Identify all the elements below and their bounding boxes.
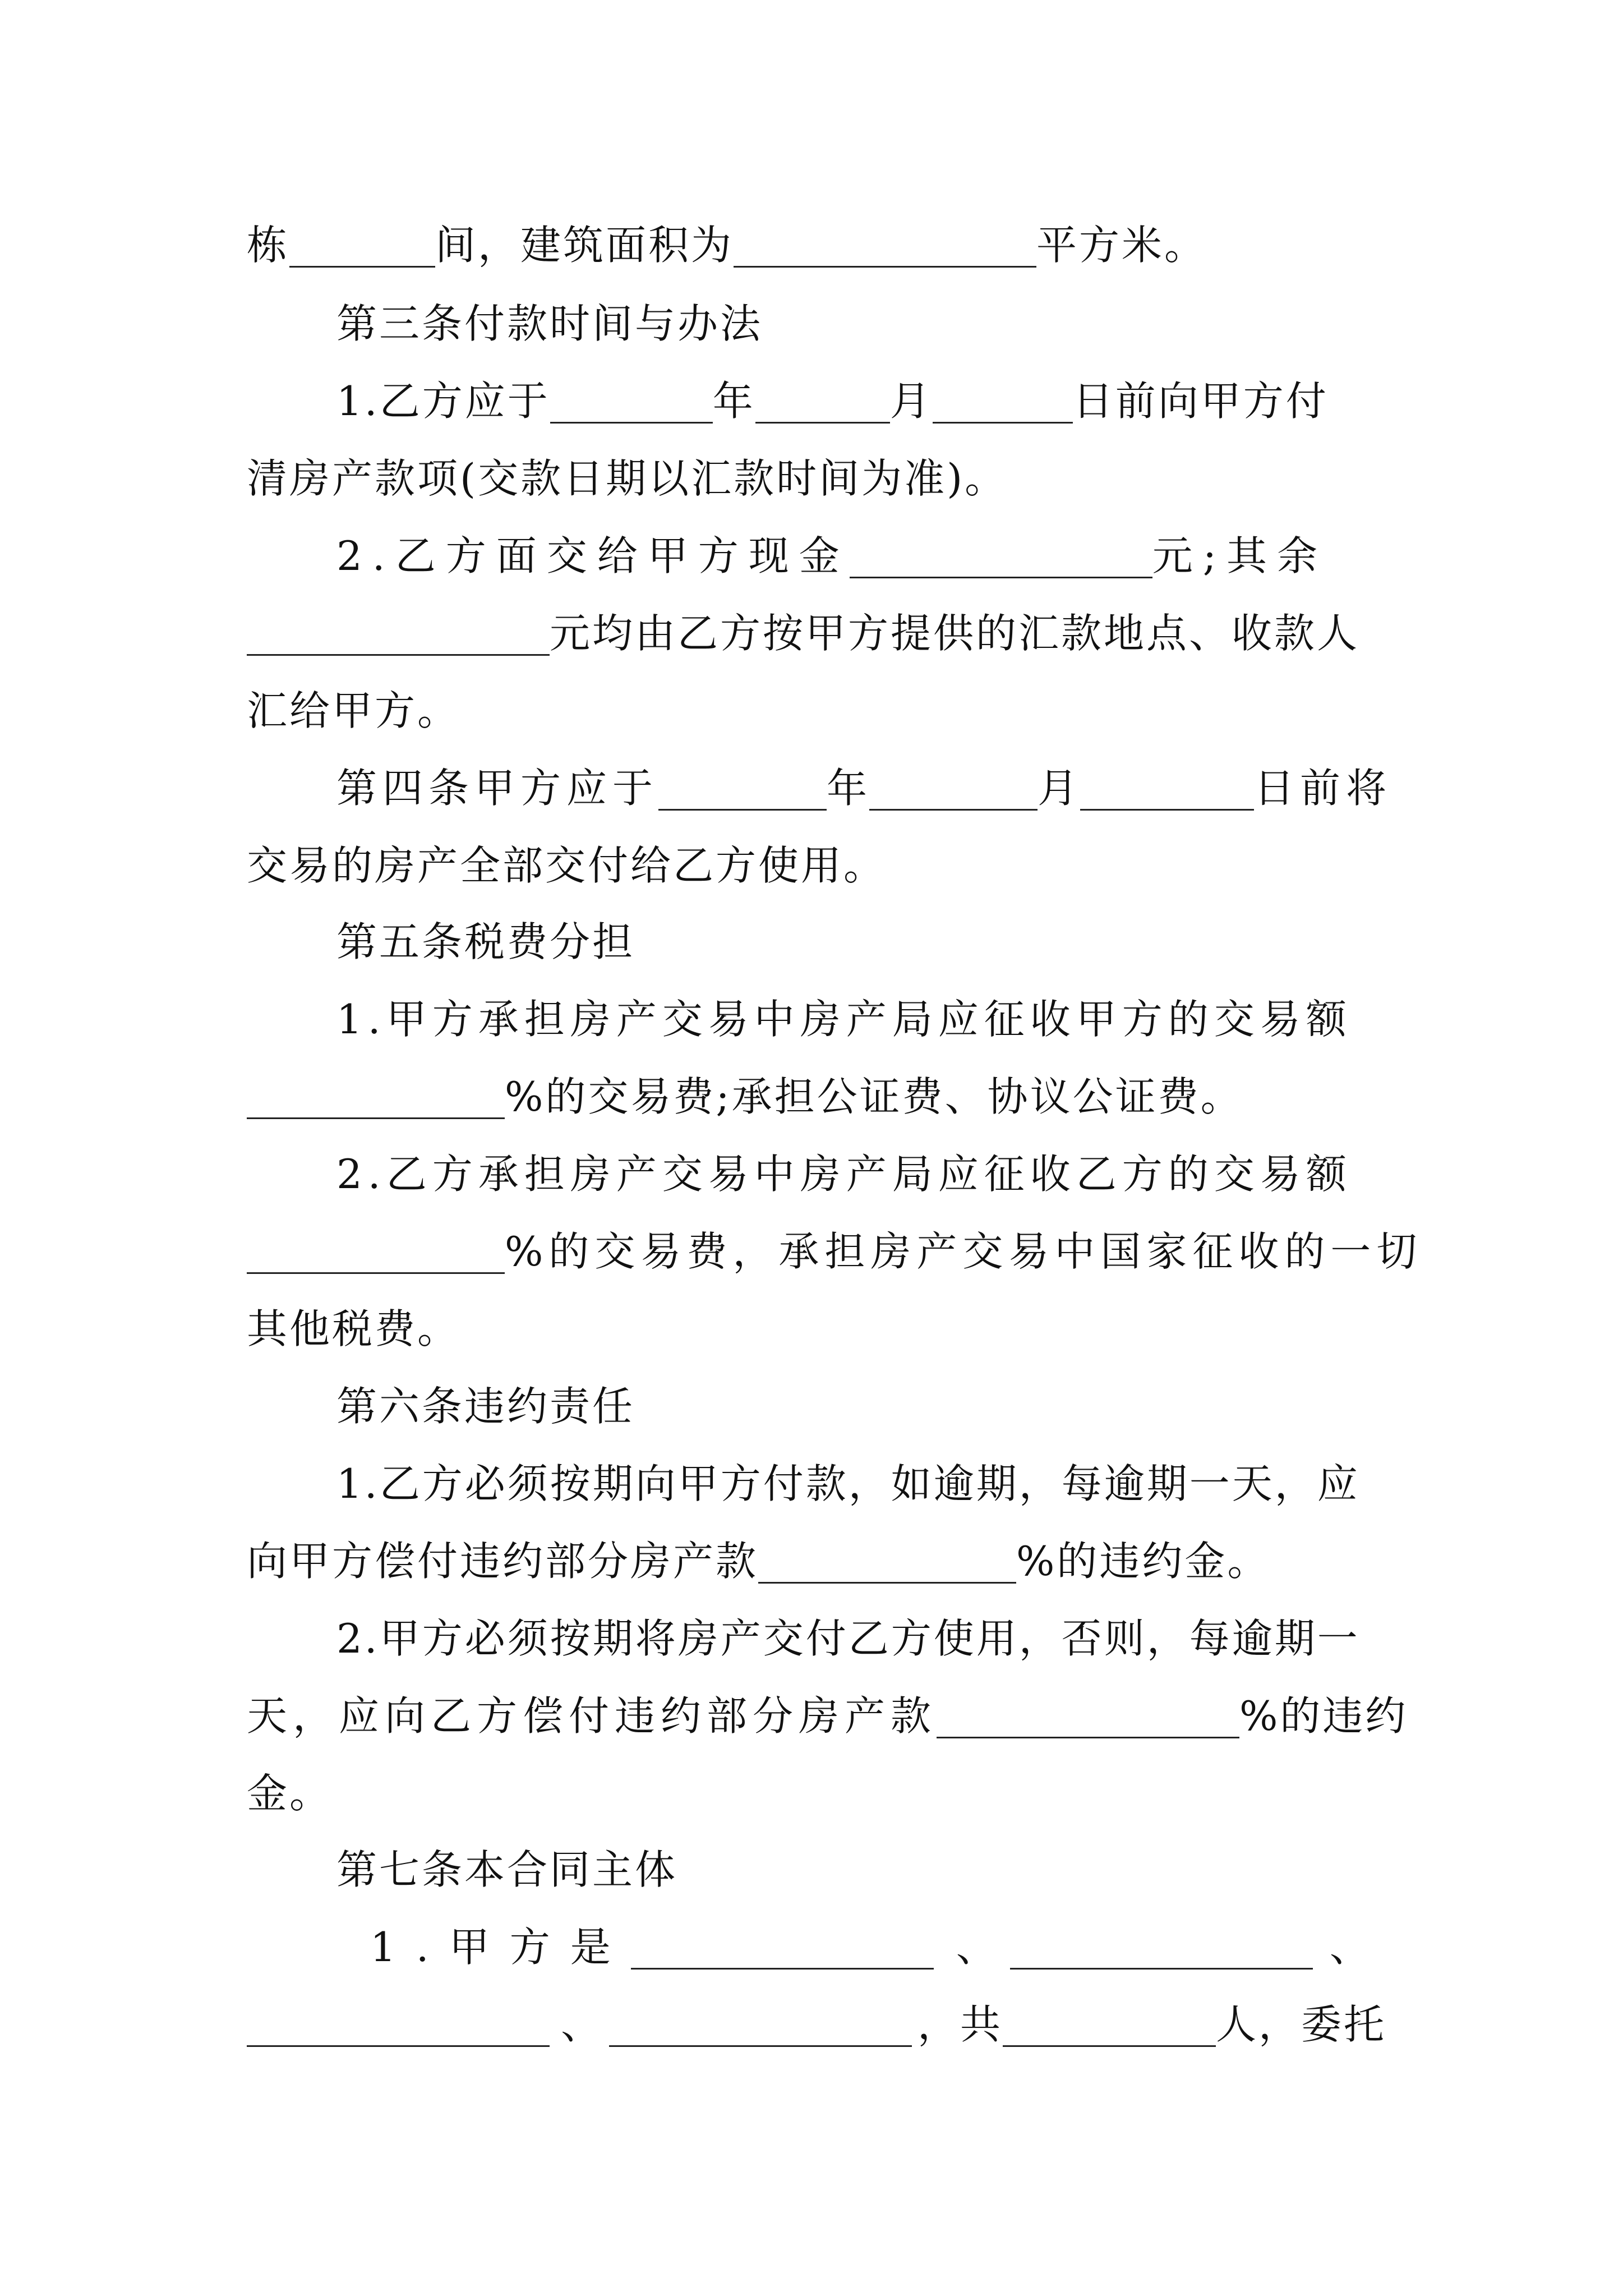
text: 清房产款项(交款日期以汇款时间为准)。 — [247, 455, 1008, 502]
text-line — [336, 1442, 1380, 1526]
text: 年 — [712, 378, 755, 425]
heading-text: 第五条税费分担 — [336, 918, 635, 965]
party-a-names-line — [370, 1905, 1413, 1989]
cash-line — [336, 514, 1380, 598]
text: ，共 — [917, 2001, 1003, 2048]
blank-party-a-name[interactable] — [1010, 1905, 1313, 1989]
text: 日前将 — [1254, 765, 1393, 812]
blank-building-rooms[interactable] — [289, 203, 435, 287]
text: 月 — [1038, 765, 1081, 812]
text: 金。 — [247, 1770, 333, 1817]
heading-text: 第六条违约责任 — [336, 1383, 635, 1430]
text: %的违约金。 — [1016, 1538, 1270, 1585]
article-5-heading — [336, 900, 1380, 984]
text: 平方米。 — [1036, 222, 1207, 269]
blank-month[interactable] — [869, 746, 1038, 830]
text: 1.甲方承担房产交易中房产局应征收甲方的交易额 — [336, 996, 1352, 1043]
penalty-b-line — [247, 1519, 1380, 1603]
blank-day[interactable] — [933, 359, 1073, 443]
blank-party-a-name[interactable] — [247, 1982, 550, 2067]
heading-text: 第七条本合同主体 — [336, 1846, 678, 1893]
article-6-heading — [336, 1364, 1380, 1448]
text: 1.乙方应于 — [336, 378, 550, 425]
blank-person-count[interactable] — [1003, 1982, 1216, 2067]
party-b-fee-line — [247, 1209, 1423, 1294]
text: 1.甲方是 — [370, 1924, 631, 1971]
blank-month[interactable] — [755, 359, 890, 443]
text-line — [247, 669, 1380, 753]
text-line — [247, 436, 1380, 521]
text-line — [247, 1751, 1380, 1835]
text: %的交易费;承担公证费、协议公证费。 — [505, 1073, 1243, 1120]
text: 第四条甲方应于 — [336, 765, 659, 812]
text: %的违约 — [1239, 1692, 1408, 1740]
blank-fee-percent[interactable] — [247, 1055, 505, 1139]
text-line — [336, 1132, 1380, 1216]
text: 向甲方偿付违约部分房产款 — [247, 1538, 759, 1585]
party-a-fee-line — [247, 1055, 1380, 1139]
blank-party-a-name[interactable] — [609, 1982, 912, 2067]
text: 月 — [889, 378, 933, 425]
blank-cash-amount[interactable] — [850, 514, 1152, 598]
text: 天，应向乙方偿付违约部分房产款 — [247, 1692, 937, 1740]
penalty-a-line — [247, 1674, 1408, 1758]
article-7-heading — [336, 1828, 1380, 1912]
text: 1.乙方必须按期向甲方付款，如逾期，每逾期一天，应 — [336, 1460, 1360, 1507]
blank-floor-area[interactable] — [734, 203, 1036, 287]
blank-party-a-name[interactable] — [631, 1905, 934, 1989]
article-3-heading — [336, 282, 1380, 366]
text: 其他税费。 — [247, 1305, 460, 1352]
blank-penalty-percent[interactable] — [937, 1674, 1239, 1758]
text-line — [336, 1596, 1380, 1681]
text: 元;其余 — [1152, 532, 1327, 579]
text-line — [247, 1287, 1380, 1371]
text: 日前向甲方付 — [1072, 378, 1329, 425]
text: 汇给甲方。 — [247, 687, 460, 734]
text: 栋 — [247, 222, 290, 269]
delivery-date-line — [336, 746, 1393, 830]
text: 交易的房产全部交付给乙方使用。 — [247, 842, 887, 889]
party-a-names-line — [247, 1982, 1387, 2067]
text: 间，建筑面积为 — [435, 222, 734, 269]
text: 人，委托 — [1216, 2001, 1387, 2048]
text-line — [247, 823, 1380, 908]
remainder-line — [247, 591, 1380, 675]
blank-remainder-amount[interactable] — [247, 591, 550, 675]
area-line — [247, 203, 1380, 287]
blank-fee-percent[interactable] — [247, 1209, 505, 1294]
payment-date-line — [336, 359, 1380, 443]
heading-text: 第三条付款时间与办法 — [336, 300, 763, 347]
text: 、 — [561, 2001, 604, 2048]
text: 、 — [1329, 1924, 1372, 1971]
blank-penalty-percent[interactable] — [758, 1519, 1016, 1603]
text: 2.乙方承担房产交易中房产局应征收乙方的交易额 — [336, 1151, 1352, 1198]
text: 2.甲方必须按期将房产交付乙方使用，否则，每逾期一 — [336, 1615, 1360, 1662]
blank-year[interactable] — [550, 359, 713, 443]
text-line — [336, 977, 1380, 1061]
text: %的交易费，承担房产交易中国家征收的一切 — [505, 1228, 1423, 1275]
blank-year[interactable] — [658, 746, 827, 830]
text: 、 — [956, 1924, 999, 1971]
text: 年 — [827, 765, 870, 812]
text: 元均由乙方按甲方提供的汇款地点、收款人 — [550, 610, 1360, 657]
text: 2.乙方面交给甲方现金 — [336, 532, 850, 579]
blank-day[interactable] — [1080, 746, 1254, 830]
